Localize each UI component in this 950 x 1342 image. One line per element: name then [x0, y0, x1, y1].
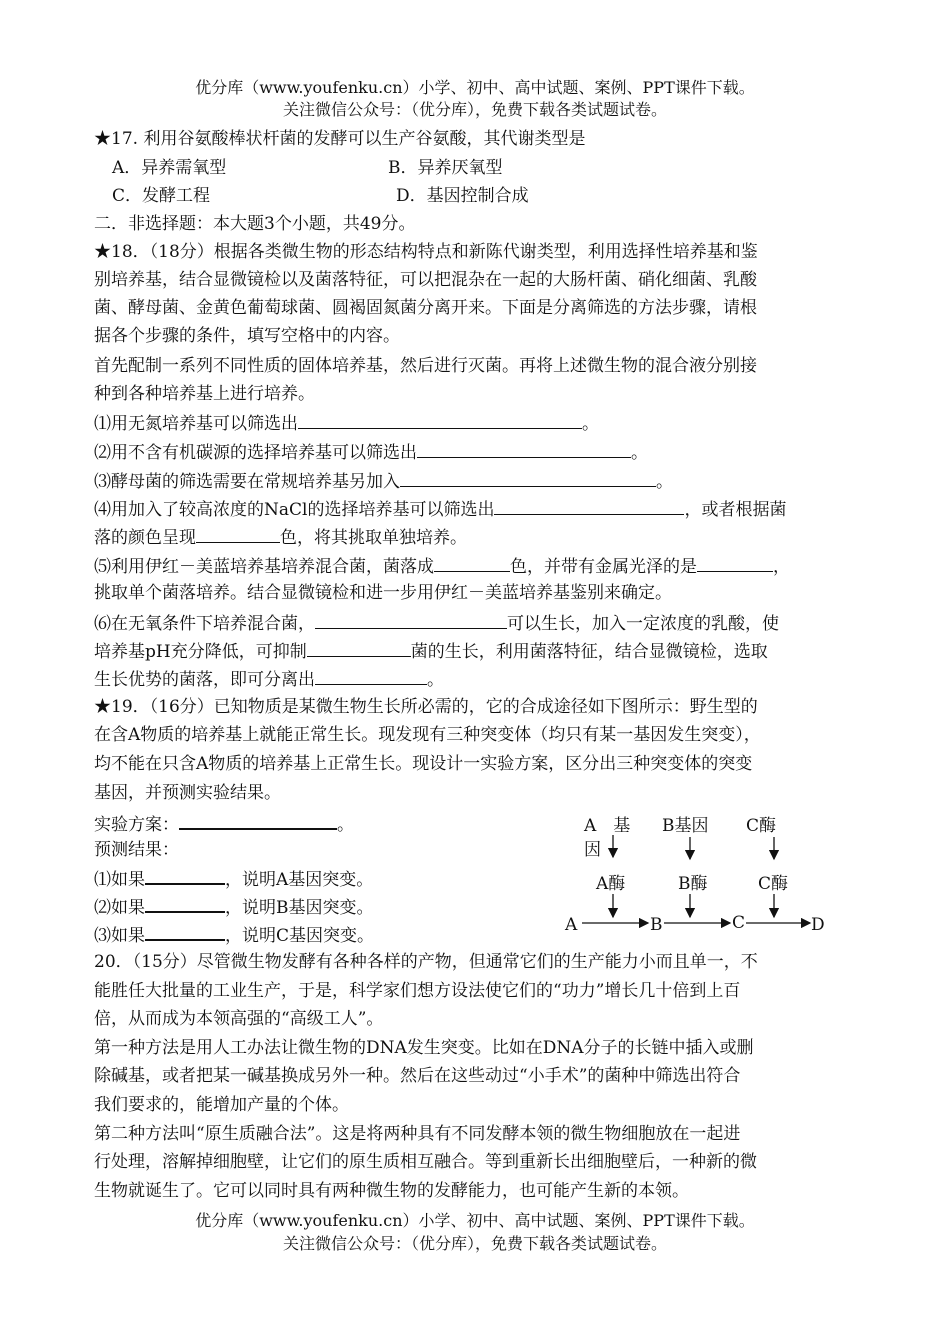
q18-line-6: 种到各种培养基上进行培养。 [94, 384, 315, 404]
footer-line-2: 关注微信公众号：（优分库），免费下载各类试题试卷。 [282, 1234, 667, 1253]
answer-blank[interactable] [434, 557, 510, 572]
q19-result-2: ⑵如果 ，说明B基因突变。 [94, 898, 374, 918]
answer-blank[interactable] [145, 869, 225, 885]
q20-line-7: 第二种方法叫“原生质融合法”。这是将两种具有不同发酵本领的微生物细胞放在一起进 [94, 1124, 741, 1144]
q19-result-1: ⑴如果 ，说明A基因突变。 [94, 870, 374, 890]
answer-blank[interactable] [417, 443, 631, 458]
q18-part-3: ⑶酵母菌的筛选需要在常规培养基另加入 。 [94, 472, 673, 492]
q18-line-4: 据各个步骤的条件，填写空格中的内容。 [94, 326, 400, 346]
q19-line-3: 均不能在只含A物质的培养基上正常生长。现设计一实验方案，区分出三种突变体的突变 [94, 754, 753, 774]
answer-blank[interactable] [145, 925, 225, 941]
q19-plan: 实验方案： 。 [94, 815, 354, 835]
substance-a: A [565, 915, 578, 935]
q18-line-1: ★18．（18分）根据各类微生物的形态结构特点和新陈代谢类型，利用选择性培养基和鉴 [94, 242, 758, 262]
q20-line-8: 行处理，溶解掉细胞壁，让它们的原生质相互融合。等到重新长出细胞壁后，一种新的微 [94, 1152, 757, 1172]
q18-part-6-cont-2: 生长优势的菌落，即可分离出 。 [94, 670, 444, 690]
q18-part-4-cont: 落的颜色呈现 色，将其挑取单独培养。 [94, 528, 467, 548]
q18-part-4: ⑷用加入了较高浓度的NaCl的选择培养基可以筛选出 ，或者根据菌 [94, 500, 787, 520]
answer-blank[interactable] [315, 614, 507, 629]
q20-line-5: 除碱基，或者把某一碱基换成另外一种。然后在这些动过“小手术”的菌种中筛选出符合 [94, 1066, 741, 1086]
q19-predict: 预测结果： [94, 840, 179, 860]
q20-line-6: 我们要求的，能增加产量的个体。 [94, 1095, 349, 1115]
q18-line-3: 菌、酵母菌、金黄色葡萄球菌、圆褐固氮菌分离开来。下面是分离筛选的方法步骤，请根 [94, 298, 757, 318]
q19-line-4: 基因，并预测实验结果。 [94, 783, 281, 803]
answer-blank[interactable] [179, 814, 337, 830]
q18-part-6: ⑹在无氧条件下培养混合菌， 可以生长，加入一定浓度的乳酸，使 [94, 614, 779, 634]
answer-blank[interactable] [400, 472, 656, 487]
enzyme-a-label: A酶 [596, 874, 626, 894]
gene-a-label-2: 因 [584, 840, 601, 860]
q17-option-d: D．基因控制合成 [396, 186, 529, 206]
answer-blank[interactable] [494, 500, 684, 515]
answer-blank[interactable] [196, 528, 280, 543]
q18-line-5: 首先配制一系列不同性质的固体培养基，然后进行灭菌。再将上述微生物的混合液分别接 [94, 356, 757, 376]
q17-option-c: C．发酵工程 [112, 186, 211, 206]
q18-line-2: 别培养基，结合显微镜检以及菌落特征，可以把混杂在一起的大肠杆菌、硝化细菌、乳酸 [94, 270, 757, 290]
q18-part-1: ⑴用无氮培养基可以筛选出 。 [94, 414, 599, 434]
answer-blank[interactable] [697, 557, 773, 572]
enzyme-b-label: B酶 [678, 874, 708, 894]
answer-blank[interactable] [307, 642, 411, 657]
substance-c: C [732, 913, 746, 933]
q17-option-b: B．异养厌氧型 [388, 158, 503, 178]
header-line-2: 关注微信公众号：（优分库），免费下载各类试题试卷。 [282, 100, 667, 119]
q18-part-2: ⑵用不含有机碳源的选择培养基可以筛选出 。 [94, 443, 648, 463]
section-2-heading: 二．非选择题：本大题3个小题，共49分。 [94, 214, 416, 234]
enzyme-c-label: C酶 [758, 874, 789, 894]
q18-part-6-cont: 培养基pH充分降低，可抑制 菌的生长，利用菌落特征，结合显微镜检，选取 [94, 642, 768, 662]
gene-c-label: C酶 [746, 816, 777, 836]
q20-line-9: 生物就诞生了。它可以同时具有两种微生物的发酵能力，也可能产生新的本领。 [94, 1181, 689, 1201]
q18-part-5-cont: 挑取单个菌落培养。结合显微镜检和进一步用伊红－美蓝培养基鉴别来确定。 [94, 583, 672, 603]
answer-blank[interactable] [145, 897, 225, 913]
q20-line-2: 能胜任大批量的工业生产，于是，科学家们想方设法使它们的“功力”增长几十倍到上百 [94, 981, 741, 1001]
gene-b-label: B基因 [662, 816, 709, 836]
gene-a-label: A 基 [584, 816, 631, 836]
q19-result-3: ⑶如果 ，说明C基因突变。 [94, 926, 375, 946]
q20-line-4: 第一种方法是用人工办法让微生物的DNA发生突变。比如在DNA分子的长链中插入或删 [94, 1038, 754, 1058]
pathway-arrows [560, 805, 860, 945]
q17-option-a: A．异养需氧型 [112, 158, 227, 178]
footer-line-1: 优分库（www.youfenku.cn）小学、初中、高中试题、案例、PPT课件下载。 [195, 1211, 755, 1230]
substance-d: D [811, 915, 825, 935]
q20-line-1: 20．（15分）尽管微生物发酵有各种各样的产物，但通常它们的生产能力小而且单一，不 [94, 952, 758, 972]
answer-blank[interactable] [315, 670, 427, 685]
q18-part-5: ⑸利用伊红－美蓝培养基培养混合菌，菌落成 色，并带有金属光泽的是 ， [94, 557, 790, 577]
pathway-diagram [560, 805, 860, 945]
q19-line-1: ★19．（16分）已知物质是某微生物生长所必需的，它的合成途径如下图所示：野生型的 [94, 697, 758, 717]
q20-line-3: 倍，从而成为本领高强的“高级工人”。 [94, 1009, 384, 1029]
q17-stem: ★17. 利用谷氨酸棒状杆菌的发酵可以生产谷氨酸，其代谢类型是 [94, 129, 586, 149]
substance-b: B [650, 915, 663, 935]
header-line-1: 优分库（www.youfenku.cn）小学、初中、高中试题、案例、PPT课件下载。 [195, 78, 755, 97]
q19-line-2: 在含A物质的培养基上就能正常生长。现发现有三种突变体（均只有某一基因发生突变）， [94, 725, 761, 745]
answer-blank[interactable] [298, 414, 582, 429]
